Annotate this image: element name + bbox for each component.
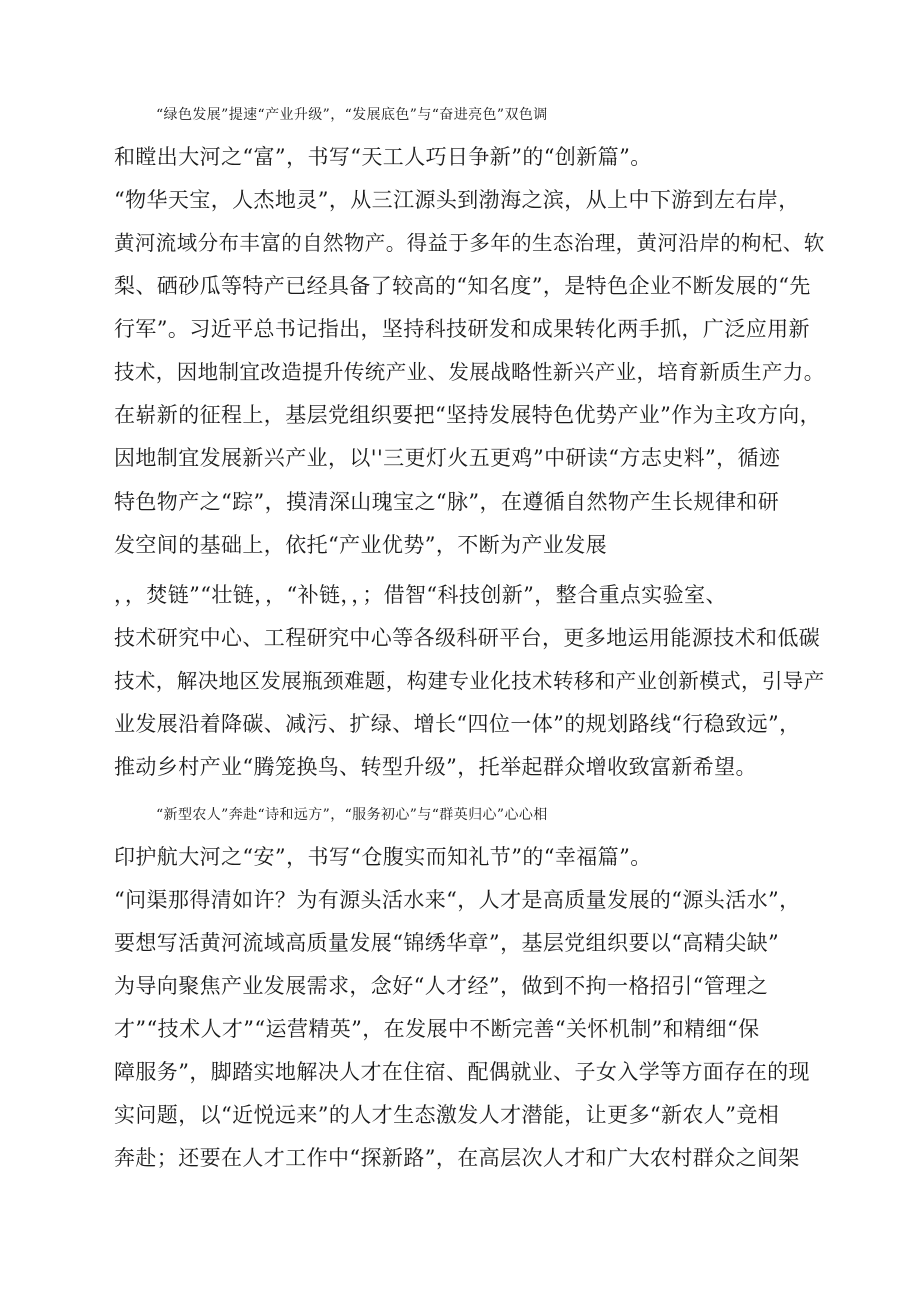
text-line-13: 技术研究中心、工程研究中心等各级科研平台，更多地运用能源技术和低碳	[114, 626, 821, 650]
text-line-19: “问渠那得清如许？为有源头活水来“，人才是高质量发展的“源头活水”，	[114, 888, 801, 912]
text-line-22: 才”“技术人才”“运营精英”，在发展中不断完善“关怀机制”和精细“保	[114, 1017, 760, 1041]
text-line-6: 行军”。习近平总书记指出，坚持科技研发和成果转化两手抓，广泛应用新	[114, 317, 810, 341]
text-line-3: “物华天宝，人杰地灵”，从三江源头到渤海之滨，从上中下游到左右岸，	[114, 188, 800, 212]
text-line-10: 特色物产之“踪”，摸清深山瑰宝之“脉”，在遵循自然物产生长规律和研	[114, 490, 780, 514]
text-line-1: “绿色发展”提速“产业升级”，“发展底色”与“奋进亮色”双色调	[156, 107, 548, 123]
text-line-7: 技术，因地制宜改造提升传统产业、发展战略性新兴产业，培育新质生产力。	[114, 360, 825, 384]
text-line-20: 要想写活黄河流域高质量发展“锦绣华章”，基层党组织要以“高精尖缺”	[114, 931, 780, 955]
text-line-11: 发空间的基础上，依托“产业优势”，不断为产业发展	[114, 533, 608, 557]
text-line-5: 梨、硒砂瓜等特产已经具备了较高的“知名度”，是特色企业不断发展的“先	[114, 274, 811, 298]
text-line-24: 实问题，以“近悦远来”的人才生态激发人才潜能，让更多“新农人”竞相	[114, 1103, 780, 1127]
text-line-12: ，，焚链”“壮链，，“补链，，；借智“科技创新”，整合重点实验室、	[114, 583, 727, 607]
text-line-14: 技术，解决地区发展瓶颈难题，构建专业化技术转移和产业创新模式，引导产	[114, 669, 825, 693]
text-line-8: 在崭新的征程上，基层党组织要把“坚持发展特色优势产业”作为主攻方向，	[114, 403, 822, 427]
text-line-2: 和瞠出大河之“富”，书写“天工人巧日争新”的“创新篇”。	[114, 145, 652, 169]
text-line-17: “新型农人”奔赴“诗和远方”，“服务初心”与“群英归心”心心相	[156, 807, 548, 823]
text-line-18: 印护航大河之“安”，书写“仓腹实而知礼节”的“幸福篇”。	[114, 845, 652, 869]
text-line-15: 业发展沿着降碳、减污、扩绿、增长“四位一体”的规划路线“行稳致远”，	[114, 712, 801, 736]
text-line-23: 障服务”，脚踏实地解决人才在住宿、配偶就业、子女入学等方面存在的现	[114, 1060, 810, 1084]
text-line-16: 推动乡村产业“腾笼换鸟、转型升级”，托举起群众增收致富新希望。	[114, 755, 757, 779]
text-line-9: 因地制宜发展新兴产业，以''三更灯火五更鸡”中研读“方志史料”，循迹	[114, 446, 781, 470]
text-line-21: 为导向聚焦产业发展需求，念好“人才经”，做到不拘一格招引“管理之	[114, 974, 769, 998]
text-line-25: 奔赴；还要在人才工作中“探新路”，在高层次人才和广大农村群众之间架	[114, 1146, 800, 1170]
text-line-4: 黄河流域分布丰富的自然物产。得益于多年的生态治理，黄河沿岸的枸杞、软	[114, 231, 825, 255]
